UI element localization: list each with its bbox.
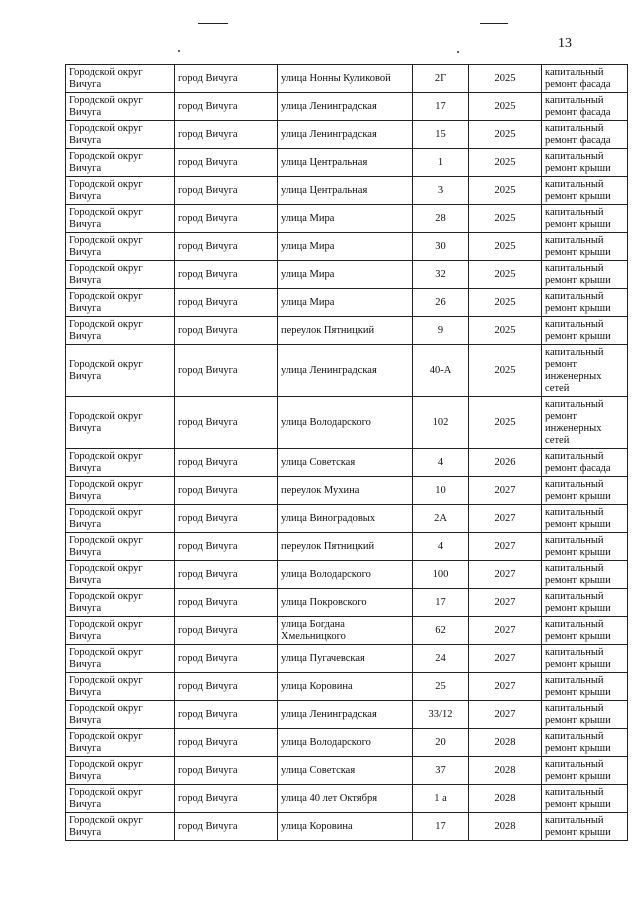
district-cell: Городской округ Вичуга	[66, 65, 175, 93]
district-cell: Городской округ Вичуга	[66, 701, 175, 729]
house-number-cell: 62	[413, 617, 469, 645]
year-cell: 2027	[469, 617, 542, 645]
street-cell: переулок Пятницкий	[278, 533, 413, 561]
work-type-cell: капитальный ремонт инженерных сетей	[542, 345, 628, 397]
work-type-cell: капитальный ремонт крыши	[542, 701, 628, 729]
table-row	[66, 205, 628, 233]
city-cell: город Вичуга	[175, 785, 278, 813]
work-type-cell: капитальный ремонт крыши	[542, 233, 628, 261]
table-row	[66, 589, 628, 617]
street-cell: улица Мира	[278, 261, 413, 289]
work-type-cell: капитальный ремонт крыши	[542, 477, 628, 505]
city-cell: город Вичуга	[175, 345, 278, 397]
street-cell: улица 40 лет Октября	[278, 785, 413, 813]
table-row	[66, 289, 628, 317]
district-cell: Городской округ Вичуга	[66, 205, 175, 233]
city-cell: город Вичуга	[175, 505, 278, 533]
table-row	[66, 533, 628, 561]
district-cell: Городской округ Вичуга	[66, 617, 175, 645]
house-number-cell: 4	[413, 449, 469, 477]
district-cell: Городской округ Вичуга	[66, 233, 175, 261]
district-cell: Городской округ Вичуга	[66, 785, 175, 813]
city-cell: город Вичуга	[175, 729, 278, 757]
year-cell: 2025	[469, 121, 542, 149]
city-cell: город Вичуга	[175, 449, 278, 477]
table-row	[66, 397, 628, 449]
district-cell: Городской округ Вичуга	[66, 345, 175, 397]
city-cell: город Вичуга	[175, 317, 278, 345]
street-cell: улица Ленинградская	[278, 345, 413, 397]
street-cell: улица Центральная	[278, 177, 413, 205]
work-type-cell: капитальный ремонт крыши	[542, 813, 628, 841]
street-cell: улица Покровского	[278, 589, 413, 617]
house-number-cell: 30	[413, 233, 469, 261]
scan-mark-dot	[178, 50, 180, 52]
city-cell: город Вичуга	[175, 477, 278, 505]
district-cell: Городской округ Вичуга	[66, 261, 175, 289]
table-row	[66, 561, 628, 589]
table-row	[66, 233, 628, 261]
year-cell: 2026	[469, 449, 542, 477]
work-type-cell: капитальный ремонт крыши	[542, 505, 628, 533]
table-row	[66, 757, 628, 785]
city-cell: город Вичуга	[175, 177, 278, 205]
work-type-cell: капитальный ремонт крыши	[542, 533, 628, 561]
street-cell: улица Центральная	[278, 149, 413, 177]
year-cell: 2028	[469, 813, 542, 841]
table-row	[66, 617, 628, 645]
street-cell: улица Советская	[278, 757, 413, 785]
city-cell: город Вичуга	[175, 149, 278, 177]
house-number-cell: 17	[413, 93, 469, 121]
city-cell: город Вичуга	[175, 813, 278, 841]
table-row	[66, 505, 628, 533]
work-type-cell: капитальный ремонт крыши	[542, 757, 628, 785]
year-cell: 2027	[469, 589, 542, 617]
table-row	[66, 121, 628, 149]
district-cell: Городской округ Вичуга	[66, 533, 175, 561]
house-number-cell: 1	[413, 149, 469, 177]
house-number-cell: 26	[413, 289, 469, 317]
street-cell: улица Коровина	[278, 673, 413, 701]
year-cell: 2025	[469, 397, 542, 449]
city-cell: город Вичуга	[175, 261, 278, 289]
city-cell: город Вичуга	[175, 121, 278, 149]
district-cell: Городской округ Вичуга	[66, 317, 175, 345]
street-cell: улица Володарского	[278, 561, 413, 589]
city-cell: город Вичуга	[175, 65, 278, 93]
table-row	[66, 149, 628, 177]
repair-schedule-table	[65, 64, 628, 841]
house-number-cell: 1 а	[413, 785, 469, 813]
year-cell: 2027	[469, 673, 542, 701]
house-number-cell: 32	[413, 261, 469, 289]
work-type-cell: капитальный ремонт крыши	[542, 149, 628, 177]
scan-mark-line-right	[480, 23, 508, 24]
street-cell: улица Виноградовых	[278, 505, 413, 533]
district-cell: Городской округ Вичуга	[66, 289, 175, 317]
table-row	[66, 449, 628, 477]
city-cell: город Вичуга	[175, 617, 278, 645]
house-number-cell: 40-А	[413, 345, 469, 397]
street-cell: переулок Мухина	[278, 477, 413, 505]
district-cell: Городской округ Вичуга	[66, 757, 175, 785]
house-number-cell: 24	[413, 645, 469, 673]
scan-mark-line-left	[198, 23, 228, 24]
table-row	[66, 813, 628, 841]
year-cell: 2027	[469, 701, 542, 729]
work-type-cell: капитальный ремонт крыши	[542, 289, 628, 317]
street-cell: улица Володарского	[278, 729, 413, 757]
work-type-cell: капитальный ремонт фасада	[542, 121, 628, 149]
district-cell: Городской округ Вичуга	[66, 177, 175, 205]
house-number-cell: 37	[413, 757, 469, 785]
table-row	[66, 729, 628, 757]
year-cell: 2025	[469, 65, 542, 93]
district-cell: Городской округ Вичуга	[66, 813, 175, 841]
year-cell: 2025	[469, 289, 542, 317]
house-number-cell: 17	[413, 589, 469, 617]
work-type-cell: капитальный ремонт крыши	[542, 317, 628, 345]
house-number-cell: 20	[413, 729, 469, 757]
year-cell: 2025	[469, 345, 542, 397]
district-cell: Городской округ Вичуга	[66, 645, 175, 673]
work-type-cell: капитальный ремонт крыши	[542, 617, 628, 645]
city-cell: город Вичуга	[175, 205, 278, 233]
district-cell: Городской округ Вичуга	[66, 561, 175, 589]
house-number-cell: 4	[413, 533, 469, 561]
work-type-cell: капитальный ремонт крыши	[542, 261, 628, 289]
work-type-cell: капитальный ремонт крыши	[542, 645, 628, 673]
year-cell: 2025	[469, 93, 542, 121]
city-cell: город Вичуга	[175, 757, 278, 785]
work-type-cell: капитальный ремонт крыши	[542, 205, 628, 233]
table-row	[66, 645, 628, 673]
work-type-cell: капитальный ремонт фасада	[542, 93, 628, 121]
work-type-cell: капитальный ремонт крыши	[542, 673, 628, 701]
year-cell: 2027	[469, 561, 542, 589]
city-cell: город Вичуга	[175, 645, 278, 673]
district-cell: Городской округ Вичуга	[66, 449, 175, 477]
city-cell: город Вичуга	[175, 673, 278, 701]
work-type-cell: капитальный ремонт крыши	[542, 177, 628, 205]
table-row	[66, 261, 628, 289]
year-cell: 2027	[469, 477, 542, 505]
city-cell: город Вичуга	[175, 289, 278, 317]
house-number-cell: 9	[413, 317, 469, 345]
work-type-cell: капитальный ремонт крыши	[542, 729, 628, 757]
district-cell: Городской округ Вичуга	[66, 505, 175, 533]
year-cell: 2028	[469, 757, 542, 785]
year-cell: 2028	[469, 785, 542, 813]
work-type-cell: капитальный ремонт крыши	[542, 589, 628, 617]
house-number-cell: 102	[413, 397, 469, 449]
district-cell: Городской округ Вичуга	[66, 149, 175, 177]
year-cell: 2025	[469, 317, 542, 345]
house-number-cell: 10	[413, 477, 469, 505]
house-number-cell: 28	[413, 205, 469, 233]
street-cell: улица Коровина	[278, 813, 413, 841]
page-number: 13	[558, 36, 572, 51]
year-cell: 2027	[469, 533, 542, 561]
year-cell: 2025	[469, 205, 542, 233]
work-type-cell: капитальный ремонт фасада	[542, 65, 628, 93]
street-cell: улица Мира	[278, 289, 413, 317]
table-row	[66, 177, 628, 205]
district-cell: Городской округ Вичуга	[66, 477, 175, 505]
district-cell: Городской округ Вичуга	[66, 673, 175, 701]
house-number-cell: 2Г	[413, 65, 469, 93]
table-row	[66, 317, 628, 345]
year-cell: 2025	[469, 177, 542, 205]
work-type-cell: капитальный ремонт крыши	[542, 561, 628, 589]
year-cell: 2025	[469, 233, 542, 261]
district-cell: Городской округ Вичуга	[66, 397, 175, 449]
work-type-cell: капитальный ремонт инженерных сетей	[542, 397, 628, 449]
house-number-cell: 100	[413, 561, 469, 589]
city-cell: город Вичуга	[175, 701, 278, 729]
district-cell: Городской округ Вичуга	[66, 729, 175, 757]
street-cell: улица Володарского	[278, 397, 413, 449]
district-cell: Городской округ Вичуга	[66, 589, 175, 617]
street-cell: улица Богдана Хмельницкого	[278, 617, 413, 645]
city-cell: город Вичуга	[175, 93, 278, 121]
table-body	[66, 65, 628, 841]
year-cell: 2027	[469, 505, 542, 533]
street-cell: улица Ленинградская	[278, 701, 413, 729]
district-cell: Городской округ Вичуга	[66, 93, 175, 121]
street-cell: улица Пугачевская	[278, 645, 413, 673]
city-cell: город Вичуга	[175, 397, 278, 449]
year-cell: 2025	[469, 149, 542, 177]
table-row	[66, 785, 628, 813]
house-number-cell: 2А	[413, 505, 469, 533]
house-number-cell: 17	[413, 813, 469, 841]
house-number-cell: 3	[413, 177, 469, 205]
street-cell: улица Мира	[278, 205, 413, 233]
table-row	[66, 65, 628, 93]
table-row	[66, 345, 628, 397]
street-cell: улица Ленинградская	[278, 93, 413, 121]
house-number-cell: 25	[413, 673, 469, 701]
year-cell: 2027	[469, 645, 542, 673]
street-cell: улица Советская	[278, 449, 413, 477]
house-number-cell: 33/12	[413, 701, 469, 729]
street-cell: улица Мира	[278, 233, 413, 261]
table-row	[66, 93, 628, 121]
district-cell: Городской округ Вичуга	[66, 121, 175, 149]
year-cell: 2028	[469, 729, 542, 757]
city-cell: город Вичуга	[175, 589, 278, 617]
street-cell: переулок Пятницкий	[278, 317, 413, 345]
table-row	[66, 701, 628, 729]
table-row	[66, 673, 628, 701]
street-cell: улица Ленинградская	[278, 121, 413, 149]
city-cell: город Вичуга	[175, 533, 278, 561]
table-row	[66, 477, 628, 505]
city-cell: город Вичуга	[175, 233, 278, 261]
scan-mark-dot	[457, 51, 459, 53]
year-cell: 2025	[469, 261, 542, 289]
work-type-cell: капитальный ремонт крыши	[542, 785, 628, 813]
city-cell: город Вичуга	[175, 561, 278, 589]
work-type-cell: капитальный ремонт фасада	[542, 449, 628, 477]
house-number-cell: 15	[413, 121, 469, 149]
street-cell: улица Нонны Куликовой	[278, 65, 413, 93]
